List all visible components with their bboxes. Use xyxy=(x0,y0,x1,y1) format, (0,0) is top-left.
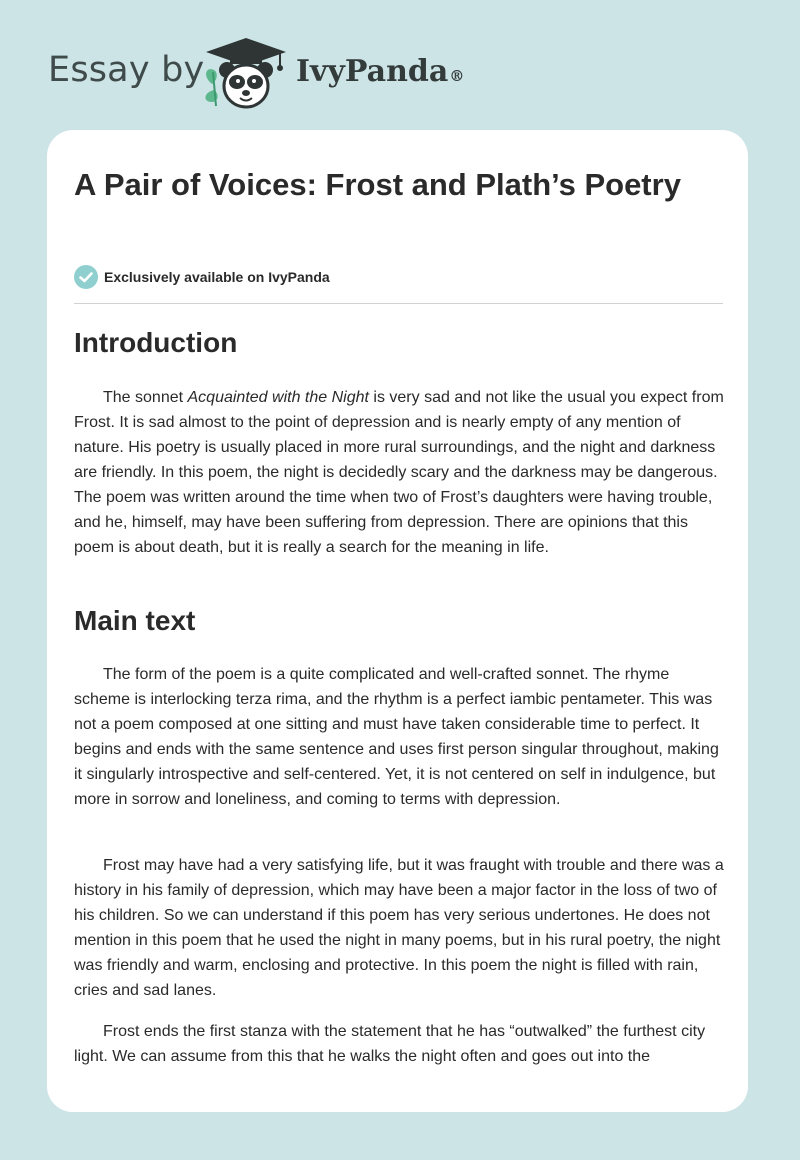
exclusive-badge-label: Exclusively available on IvyPanda xyxy=(104,269,330,285)
panda-graduate-icon[interactable] xyxy=(200,36,292,112)
section-heading-main-text: Main text xyxy=(74,605,196,636)
essay-title: A Pair of Voices: Frost and Plath’s Poetry xyxy=(74,167,681,202)
brand-name-text: IvyPanda xyxy=(296,54,449,89)
registered-mark: ® xyxy=(449,67,465,85)
section-heading-introduction: Introduction xyxy=(74,327,238,358)
poem-title: Acquainted with the Night xyxy=(187,389,369,406)
exclusive-badge xyxy=(74,264,330,290)
paragraph-text-rest: is very sad and not like the usual you expect from Frost. It is sad almost to the point of depression and is nearly empty of any mention of nature. His poetry is usually placed in more rural surroundings, and the night and darkness are friendly. In this poem, the night is decidedly scary and the darkness may be dangerous. The poem was written around the time when two of Frost’s daughters were having trouble, and he, himself, may have been suffering from depression. There are opinions that this poem is about death, but it is really a search for the meaning in life. xyxy=(74,389,724,556)
paragraph-text-start: The sonnet xyxy=(103,389,188,406)
check-circle-icon xyxy=(74,265,98,289)
content-fade xyxy=(47,1072,748,1112)
site-header xyxy=(0,0,800,130)
paragraph-introduction xyxy=(74,385,724,560)
paragraph-main-3: Frost ends the first stanza with the statement that he has “outwalked” the furthest city light. We can assume from this that he walks the night often and goes out into the xyxy=(74,1023,706,1065)
divider xyxy=(74,303,723,304)
paragraph-main-2: Frost may have had a very satisfying life, but it was fraught with trouble and there was a history in his family of depression, which may have been a major factor in the loss of two of his children. So we can understand if this poem has very serious undertones. He does not mention in this poem that he used the night in many poems, but in his rural poetry, the night was friendly and warm, enclosing and protective. In this poem the night is filled with rain, cries and sad lanes. xyxy=(74,857,724,999)
paragraph-main-1: The form of the poem is a quite complicated and well-crafted sonnet. The rhyme scheme is interlocking terza rima, and the rhythm is a perfect iambic pentameter. This was not a poem composed at one sitting and must have taken considerable time to perfect. It begins and ends with the same sentence and uses first person singular throughout, making it singularly introspective and self-centered. Yet, it is not centered on self in indulgence, but more in sorrow and loneliness, and coming to terms with depression. xyxy=(74,666,719,808)
brand-name[interactable] xyxy=(296,52,464,92)
essay-card xyxy=(47,130,748,1112)
essay-by-label: Essay by xyxy=(48,50,205,90)
